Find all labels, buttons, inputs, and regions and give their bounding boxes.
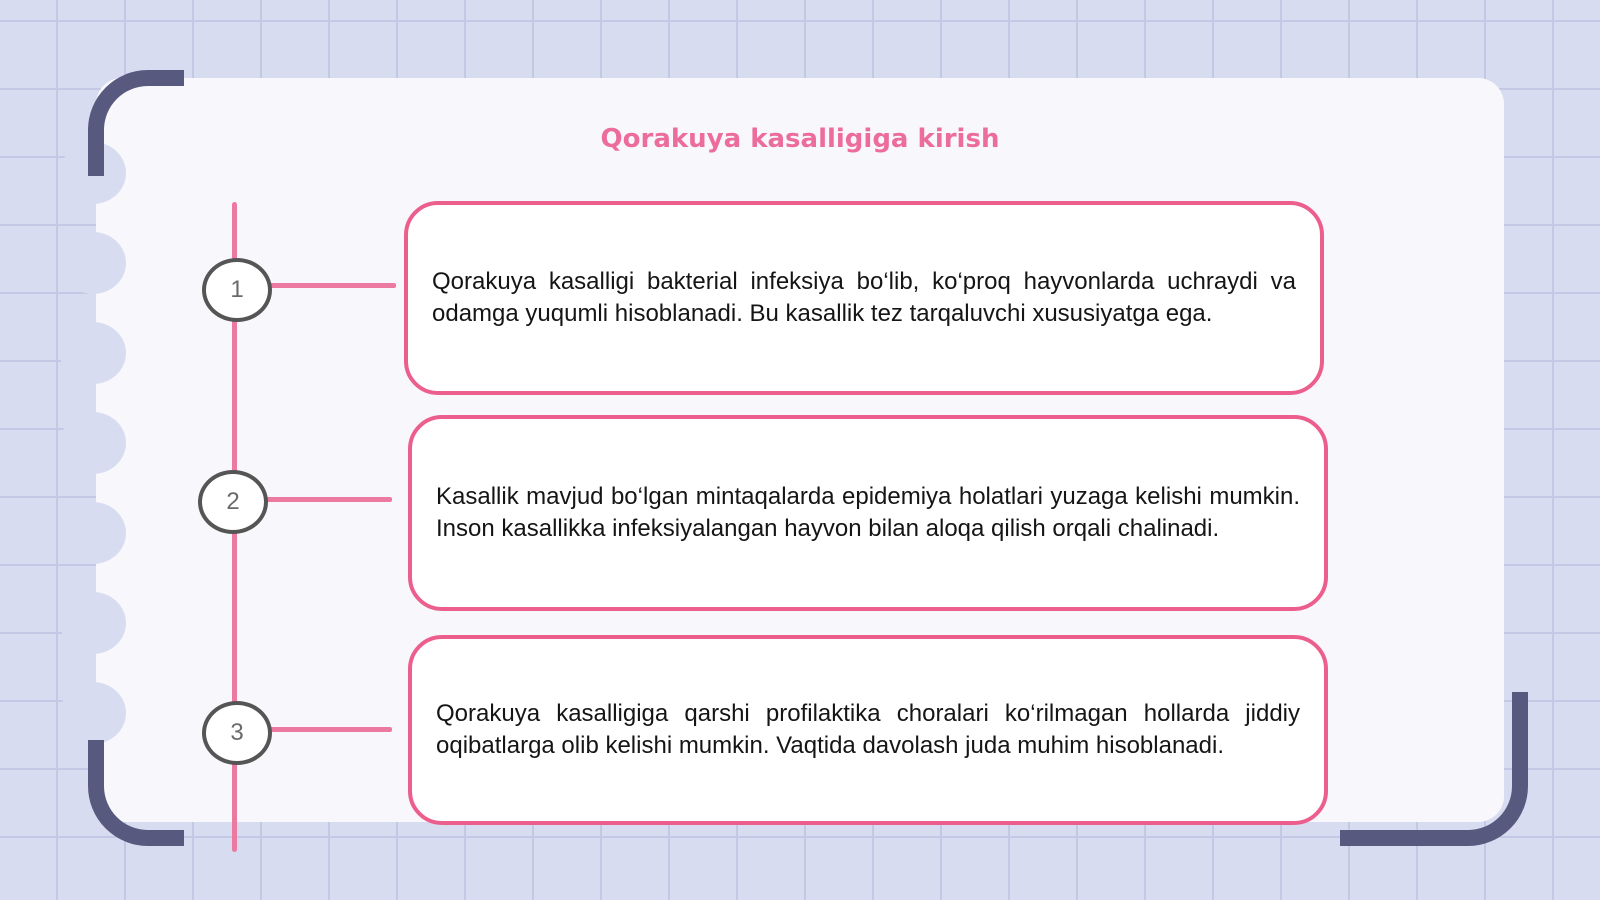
- timeline-connector: [264, 727, 392, 732]
- info-box-2: [408, 415, 1328, 611]
- info-box-1: [404, 201, 1324, 395]
- timeline-node-3: [202, 701, 272, 765]
- corner-bracket-bottom-right: [1340, 692, 1528, 846]
- paper-tear-notch: [60, 592, 126, 654]
- corner-bracket-bottom-left: [88, 740, 184, 846]
- info-box-3: [408, 635, 1328, 825]
- timeline-number: 1: [230, 276, 244, 303]
- paper-tear-notch: [60, 502, 126, 564]
- timeline-connector: [260, 497, 392, 502]
- timeline-node-1: [202, 258, 272, 322]
- slide-title: Qorakuya kasalligiga kirish: [600, 124, 1000, 154]
- timeline-number: 2: [226, 488, 240, 515]
- info-text: Qorakuya kasalligiga qarshi profilaktika choralari ko‘rilmagan hollarda jiddiy oqibatlarga olib kelishi mumkin. Vaqtida davolash juda muhim hisoblanadi.: [436, 700, 1300, 759]
- paper-tear-notch: [60, 232, 126, 294]
- info-text: Qorakuya kasalligi bakterial infeksiya bo‘lib, ko‘proq hayvonlarda uchraydi va odamga yuqumli hisoblanadi. Bu kasallik tez tarqaluvchi xususiyatga ega.: [432, 268, 1296, 327]
- timeline-connector: [264, 283, 396, 288]
- timeline-number: 3: [230, 719, 244, 746]
- paper-tear-notch: [60, 682, 126, 744]
- paper-tear-notch: [60, 322, 126, 384]
- info-text: Kasallik mavjud bo‘lgan mintaqalarda epidemiya holatlari yuzaga kelishi mumkin. Inson kasallikka infeksiyalangan hayvon bilan aloqa qilish orqali chalinadi.: [436, 483, 1300, 542]
- paper-tear-notch: [60, 412, 126, 474]
- timeline-node-2: [198, 470, 268, 534]
